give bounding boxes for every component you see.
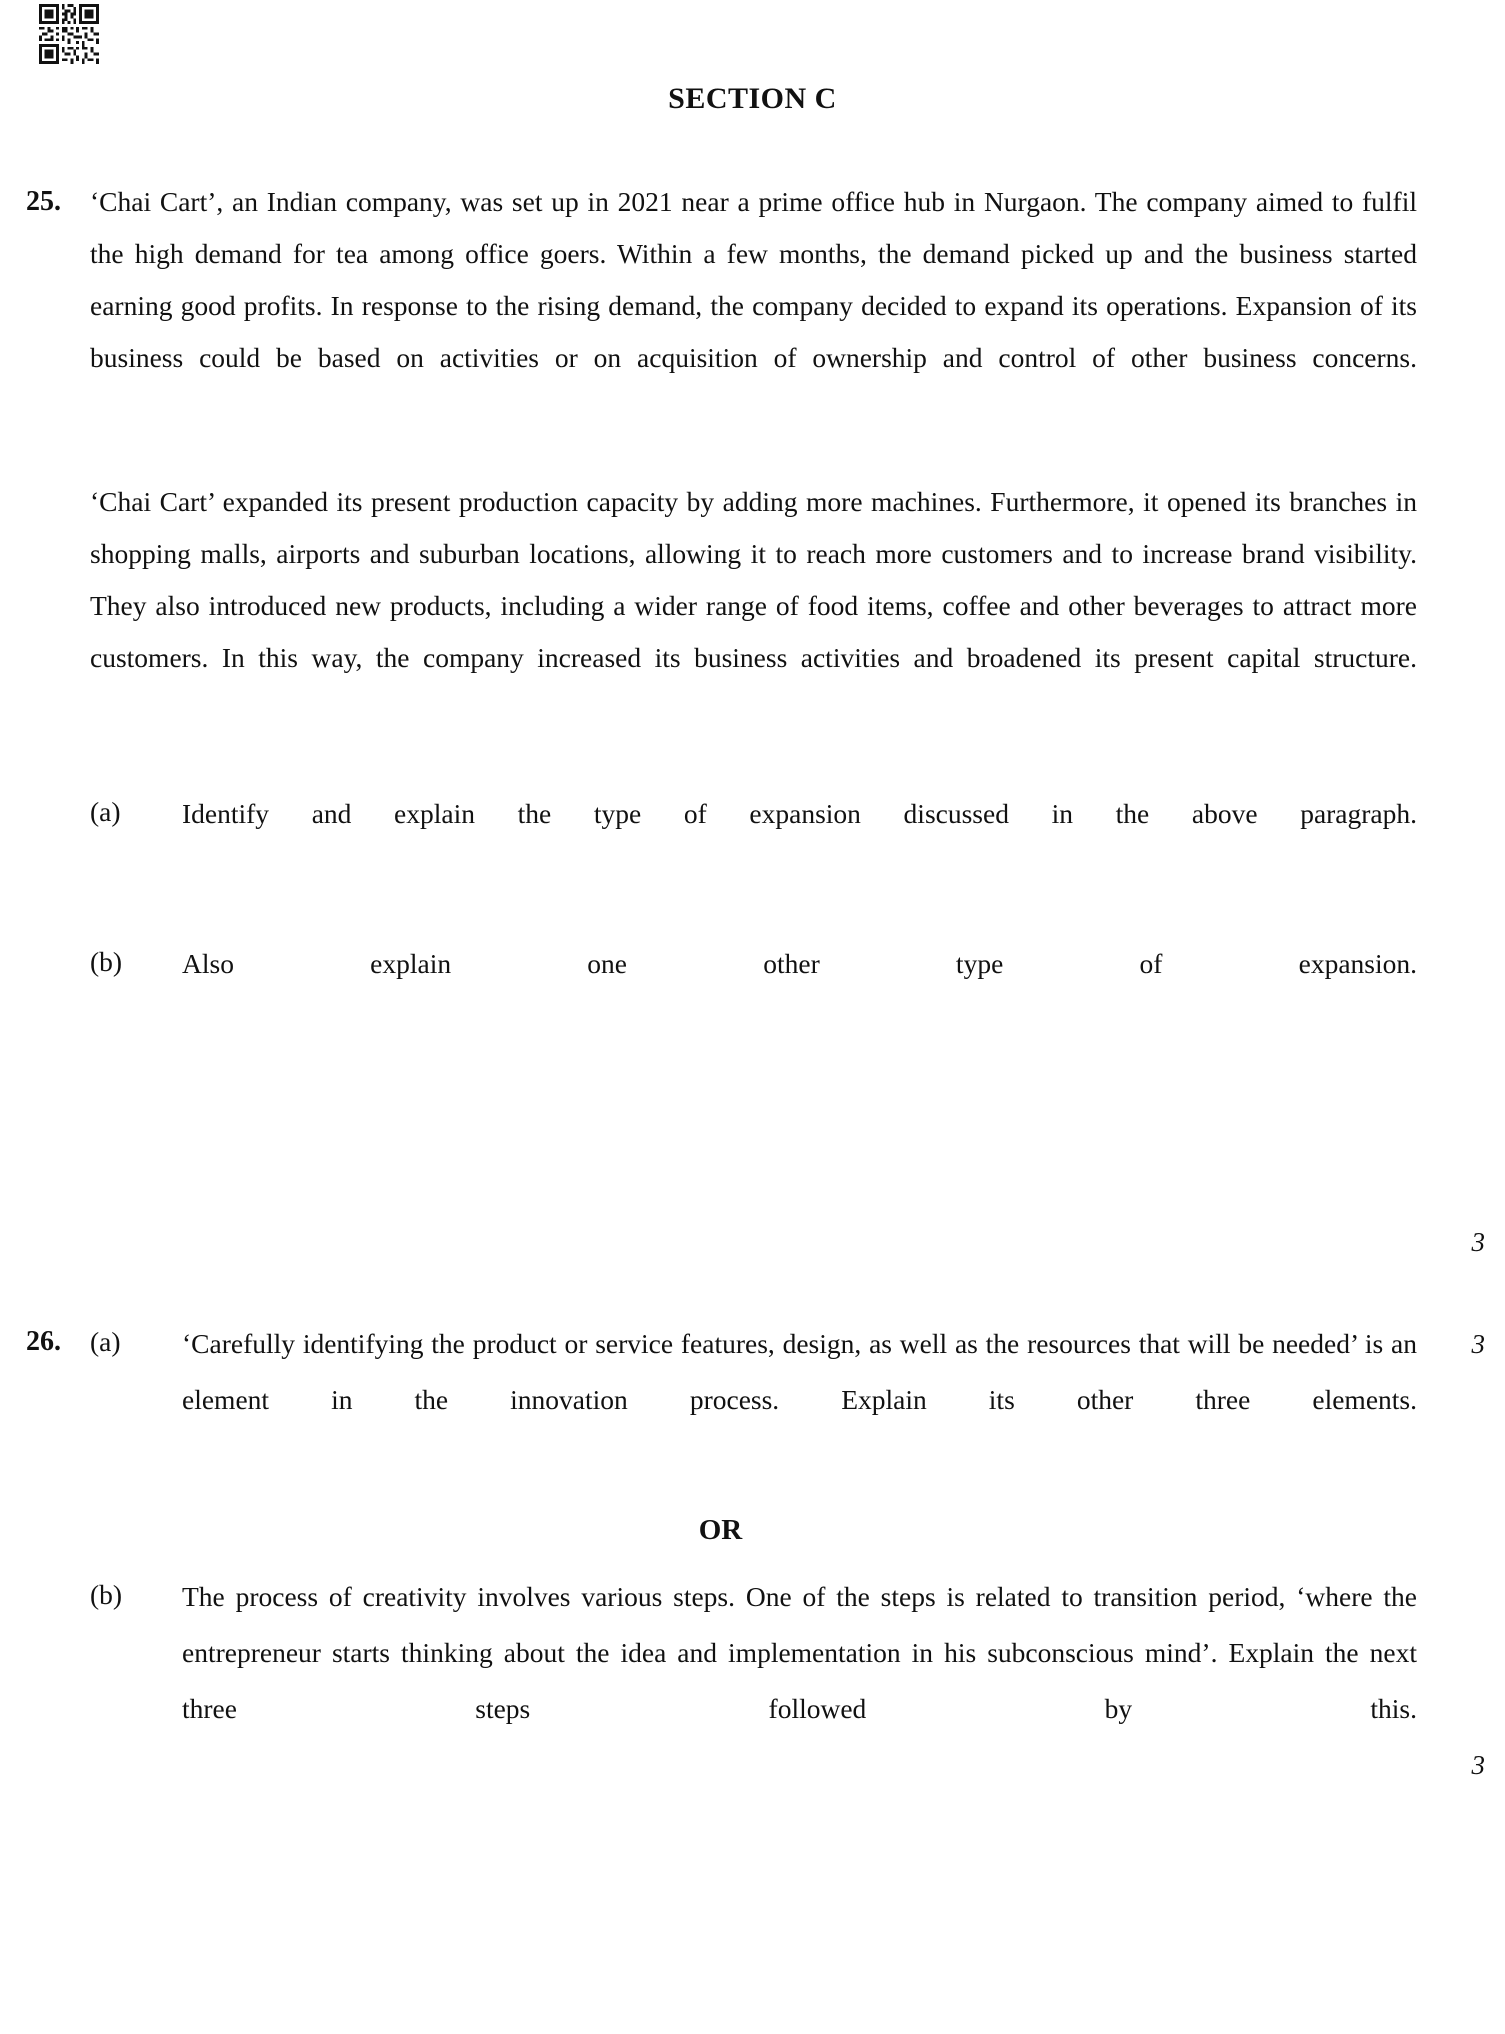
question-26-body	[90, 1316, 1491, 1793]
question-content	[0, 176, 1505, 1793]
question-26-subitem-b-marks: 3	[1471, 1750, 1485, 1780]
question-26-subitem-b-text: The process of creativity involves various steps. One of the steps is related to transition period, ‘where the entrepreneur starts thinking about the idea and implementation in his subconscious mind’. Explain the next three steps followed by this.	[182, 1581, 1417, 1724]
question-25	[0, 176, 1505, 1268]
question-25-number: 25.	[26, 186, 61, 217]
question-26-subitem-a-marks: 3	[1471, 1329, 1485, 1359]
or-divider: OR	[698, 1514, 743, 1546]
question-26-subitem-a	[90, 1316, 1491, 1484]
question-25-paragraph-2: ‘Chai Cart’ expanded its present production capacity by adding more machines. Furthermore, it opened its branches in shopping malls, airports and suburban locations, allowing it to reach more customers and to increase brand visibility. They also introduced new products, including a wider range of food items, coffee and other beverages to attract more customers. In this way, the company increased its business activities and broadened its present capital structure.	[90, 486, 1417, 673]
qr-code	[36, 4, 102, 64]
question-25-marks: 3	[1471, 1227, 1485, 1257]
question-25-subitem-b	[90, 936, 1417, 1048]
question-25-body	[90, 176, 1417, 1048]
question-25-subitem-a-label: (a)	[90, 796, 121, 827]
question-25-subitem-b-label: (b)	[90, 946, 123, 977]
question-26-subitem-b	[90, 1569, 1491, 1793]
question-25-subitem-a	[90, 786, 1417, 898]
question-26-subitem-b-label: (b)	[90, 1579, 123, 1610]
question-26-subitem-a-label: (a)	[90, 1326, 121, 1357]
question-26-subitem-a-text: ‘Carefully identifying the product or service features, design, as well as the resources that will be needed’ is an element in the innovation process. Explain its other three elements.	[182, 1328, 1417, 1415]
question-26	[0, 1316, 1505, 1793]
section-heading: SECTION C	[668, 82, 837, 115]
question-26-number: 26.	[26, 1326, 61, 1357]
question-25-subitem-a-text: Identify and explain the type of expansion discussed in the above paragraph.	[182, 798, 1417, 829]
question-25-subitem-b-text: Also explain one other type of expansion.	[182, 948, 1417, 979]
question-25-marks-column	[1417, 176, 1491, 1268]
question-25-paragraph-1: ‘Chai Cart’, an Indian company, was set up in 2021 near a prime office hub in Nurgaon. The company aimed to fulfil the high demand for tea among office goers. Within a few months, the demand picked up and the business started earning good profits. In response to the rising demand, the company decided to expand its operations. Expansion of its business could be based on activities or on acquisition of ownership and control of other business concerns.	[90, 186, 1417, 373]
